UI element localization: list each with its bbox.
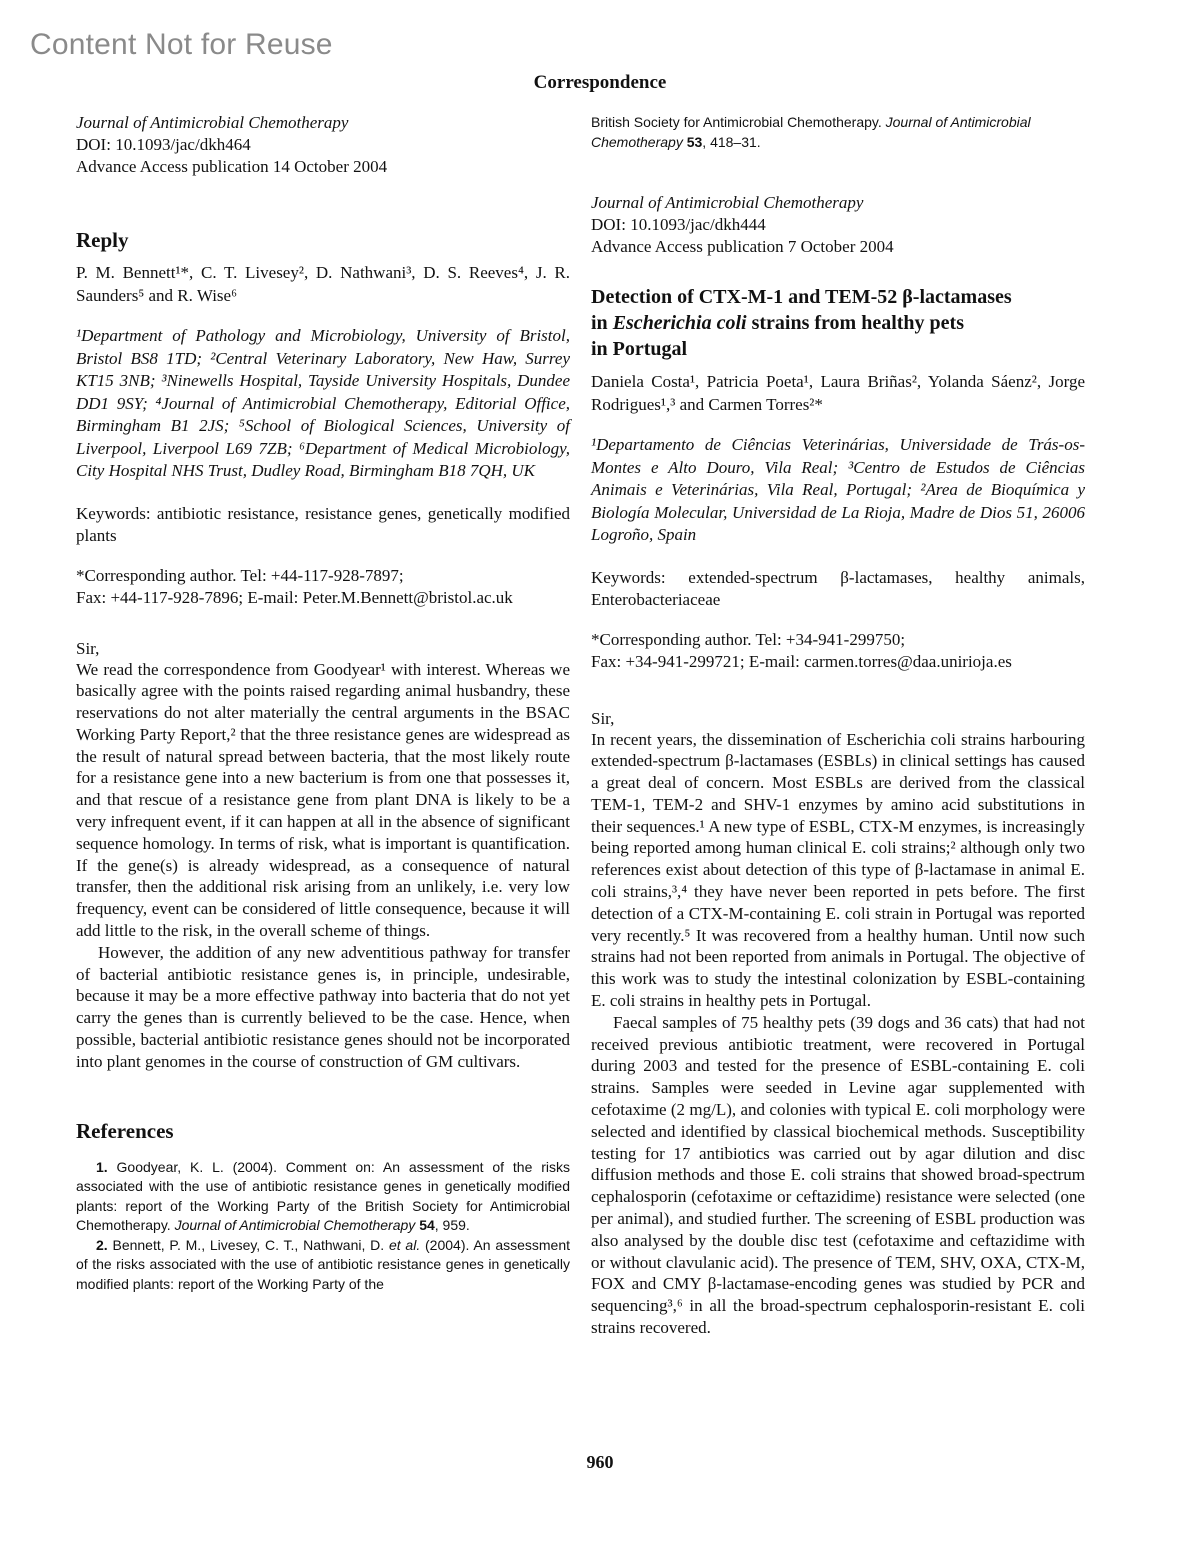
salutation: Sir, [591, 708, 615, 728]
title-fragment: in [591, 312, 608, 334]
reference-volume: 53 [686, 134, 703, 150]
journal-name: Journal of Antimicrobial Chemotherapy [591, 193, 864, 212]
left-column [76, 112, 570, 1294]
reference-item [76, 1158, 570, 1236]
right-article-meta [591, 192, 1085, 258]
title-fragment: strains from healthy pets [751, 312, 964, 334]
corresponding-fax-email: Fax: +44-117-928-7896; E-mail: Peter.M.Bennett@bristol.ac.uk [76, 587, 513, 607]
section-title: Reply [76, 228, 129, 252]
reference-text: Bennett, P. M., Livesey, C. T., Nathwani, D. [112, 1236, 385, 1253]
title-species: Escherichia coli [612, 312, 747, 334]
reference-pages: , 418–31. [702, 134, 761, 150]
corresponding-author [591, 629, 1085, 673]
reference-volume: 54 [419, 1217, 435, 1234]
reference-etal: et al. [388, 1236, 421, 1253]
corresponding-author [76, 565, 570, 609]
body-paragraph: However, the addition of any new adventitious pathway for transfer of bacterial antibiotic resistance genes is, in principle, undesirable, because it may be a more effective pathway into bacteria that do not yet carry the genes than is currently believed to be the case. Hence, when possible, bacterial antibiotic resistance genes should not be incorporated into plant genomes in the course of construction of GM cultivars. [76, 942, 570, 1071]
reference-continuation [591, 112, 1085, 152]
salutation: Sir, [76, 638, 100, 658]
journal-name: Journal of Antimicrobial Chemotherapy [76, 113, 349, 132]
keywords: Keywords: extended-spectrum β-lactamases, healthy animals, Enterobacteriaceae [591, 567, 1085, 609]
corresponding-tel: *Corresponding author. Tel: +44-117-928-7897; [76, 565, 404, 585]
references-heading: References [76, 1118, 174, 1143]
body-paragraph: We read the correspondence from Goodyear¹ with interest. Whereas we basically agree with the points raised regarding animal husbandry, these reservations do not alter materially the central arguments in the BSAC Working Party Report,² that the three resistance genes are widespread as the result of natural spread between bacteria, that the most likely route for a resistance gene into a new bacterium is from one that possesses it, and that rescue of a resistance gene from plant DNA is likely to be a very infrequent event, if it can happen at all in the absence of significant sequence homology. In terms of risk, what is important is quantification. If the gene(s) is already widespread, as a consequence of natural transfer, then the additional risk arising from an unlikely, i.e. very low frequency, event can be considered of little consequence, because it will add little to the risk, in the overall scheme of things. [76, 659, 570, 941]
body-paragraph: Faecal samples of 75 healthy pets (39 dogs and 36 cats) that had not received previous antibiotic treatment, were recovered in Portugal during 2003 and tested for the presence of ESBL-containing E. coli strains. Samples were seeded in Levine agar supplemented with cefotaxime (2 mg/L), and colonies with typical E. coli morphology were selected and identified by classical biochemical methods. Susceptibility testing for 17 antibiotics was carried out by agar dilution and disc diffusion methods and those E. coli strains that showed broad-spectrum cephalosporin (cefotaxime or ceftazidime) resistance were selected (one per animal), and studied further. The screening of ESBL production was also analysed by the double disc test (cefotaxime and ceftazidime with or without clavulanic acid). The presence of TEM, SHV, OXA, CTX-M, FOX and CMY β-lactamase-encoding genes was studied by PCR and sequencing³,⁶ in all the broad-spectrum cephalosporin-resistant E. coli strains recovered. [591, 1012, 1085, 1338]
reference-journal: Journal of Antimicrobial Chemotherapy [174, 1217, 416, 1234]
doi: DOI: 10.1093/jac/dkh444 [591, 215, 766, 234]
keywords: Keywords: antibiotic resistance, resistance genes, genetically modified plants [76, 503, 570, 545]
advance-access: Advance Access publication 7 October 2004 [591, 237, 894, 256]
corresponding-tel: *Corresponding author. Tel: +34-941-299750; [591, 629, 906, 649]
body-paragraph: In recent years, the dissemination of Escherichia coli strains harbouring extended-spectrum β-lactamases (ESBLs) in clinical settings has caused a great deal of concern. Most ESBLs are derived from the classical TEM-1, TEM-2 and SHV-1 enzymes by amino acid substitutions in their sequences.¹ A new type of ESBL, CTX-M enzymes, is increasingly being reported among human clinical E. coli strains;² although only two references exist about detection of this type of β-lactamase in animal E. coli strains,³,⁴ they have never been reported in pets before. The first detection of a CTX-M-containing E. coli strain in Portugal was reported very recently.⁵ It was recovered from a healthy human. Until now such strains had not been reported from animals in Portugal. The objective of this work was to study the intestinal colonization by ESBL-containing E. coli strains in healthy pets in Portugal. [591, 729, 1085, 1011]
page-number: 960 [586, 1452, 614, 1472]
corresponding-fax-email: Fax: +34-941-299721; E-mail: carmen.torres@daa.unirioja.es [591, 651, 1012, 671]
advance-access: Advance Access publication 14 October 2004 [76, 157, 388, 176]
author-list: Daniela Costa¹, Patricia Poeta¹, Laura Briñas², Yolanda Sáenz², Jorge Rodrigues¹,³ and Carmen Torres²* [591, 372, 1085, 414]
reference-text: (2004). An assessment of the risks associated with the use of antibiotic resistance genes in genetically modified plants: report of the Working Party of the [76, 1236, 571, 1292]
affiliations: ¹Department of Pathology and Microbiology, University of Bristol, Bristol BS8 1TD; ²Central Veterinary Laboratory, New Haw, Surrey KT15 3NB; ³Ninewells Hospital, Tayside University Hospitals, Dundee DD1 9SY; ⁴Journal of Antimicrobial Chemotherapy, Editorial Office, Birmingham B1 2JS; ⁵School of Biological Sciences, University of Liverpool, Liverpool L69 7ZB; ⁶Department of Medical Microbiology, City Hospital NHS Trust, Dudley Road, Birmingham B18 7QH, UK [76, 326, 570, 480]
reference-text: British Society for Antimicrobial Chemotherapy. [591, 114, 882, 130]
doi: DOI: 10.1093/jac/dkh464 [76, 135, 251, 154]
reference-pages: , 959. [434, 1217, 470, 1234]
watermark: Content Not for Reuse [30, 28, 333, 61]
right-column [591, 112, 1085, 1339]
reference-number: 1. [96, 1158, 108, 1175]
running-head: Correspondence [533, 72, 667, 93]
left-article-meta [76, 112, 570, 178]
reference-item [76, 1236, 570, 1295]
reference-journal: Journal of Antimicrobial Chemotherapy [591, 114, 1031, 150]
title-line: in Portugal [591, 338, 688, 360]
title-line [591, 310, 1085, 336]
reference-number: 2. [96, 1236, 108, 1253]
author-list: P. M. Bennett¹*, C. T. Livesey², D. Nathwani³, D. S. Reeves⁴, J. R. Saunders⁵ and R. Wise⁶ [76, 263, 570, 305]
reference-text: Goodyear, K. L. (2004). Comment on: An assessment of the risks associated with the use of antibiotic resistance genes in genetically modified plants: report of the Working Party of the British Society for Antimicrobial Chemotherapy. [76, 1158, 570, 1234]
article-title [591, 284, 1085, 362]
affiliations: ¹Departamento de Ciências Veterinárias, Universidade de Trás-os-Montes e Alto Douro, Vila Real; ³Centro de Estudos de Ciências Animais e Veterinárias, Vila Real, Portugal; ²Area de Bioquímica y Biología Molecular, Universidad de La Rioja, Madre de Dios 51, 26006 Logroño, Spain [591, 435, 1085, 544]
title-line: Detection of CTX-M-1 and TEM-52 β-lactamases [591, 286, 1012, 308]
